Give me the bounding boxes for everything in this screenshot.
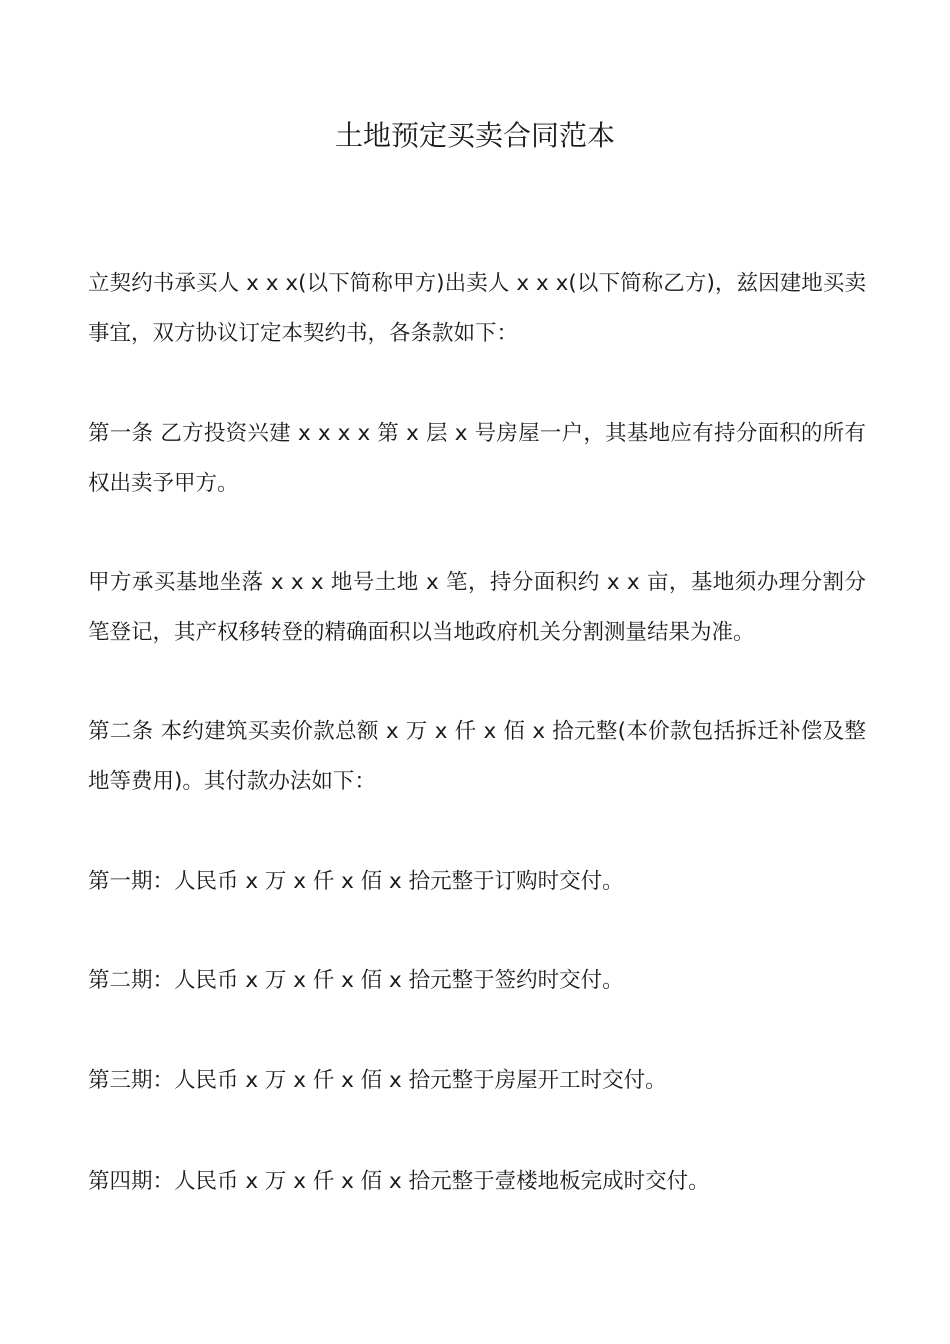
- paragraph-installment-2: 第二期：人民币 x 万 x 仟 x 佰 x 拾元整于签约时交付。: [88, 968, 624, 993]
- paragraph-installment-3: 第三期：人民币 x 万 x 仟 x 佰 x 拾元整于房屋开工时交付。: [88, 1068, 667, 1093]
- paragraph-installment-1: 第一期：人民币 x 万 x 仟 x 佰 x 拾元整于订购时交付。: [88, 869, 624, 894]
- document-title: 土地预定买卖合同范本: [334, 119, 615, 152]
- paragraph-article-2: 第二条 本约建筑买卖价款总额 x 万 x 仟 x 佰 x 拾元整(本价款包括拆迁补偿及整地等费用)。其付款办法如下：: [88, 719, 866, 794]
- paragraph-article-1: 第一条 乙方投资兴建 x x x x 第 x 层 x 号房屋一户，其基地应有持分面积的所有权出卖予甲方。: [88, 421, 866, 496]
- paragraph-preamble: 立契约书承买人 x x x(以下简称甲方)出卖人 x x x(以下简称乙方)，兹因建地买卖事宜，双方协议订定本契约书，各条款如下：: [88, 271, 866, 346]
- paragraph-installment-4: 第四期：人民币 x 万 x 仟 x 佰 x 拾元整于壹楼地板完成时交付。: [88, 1169, 710, 1194]
- paragraph-land-details: 甲方承买基地坐落 x x x 地号土地 x 笔，持分面积约 x x 亩，基地须办理分割分笔登记，其产权移转登的精确面积以当地政府机关分割测量结果为准。: [88, 570, 866, 645]
